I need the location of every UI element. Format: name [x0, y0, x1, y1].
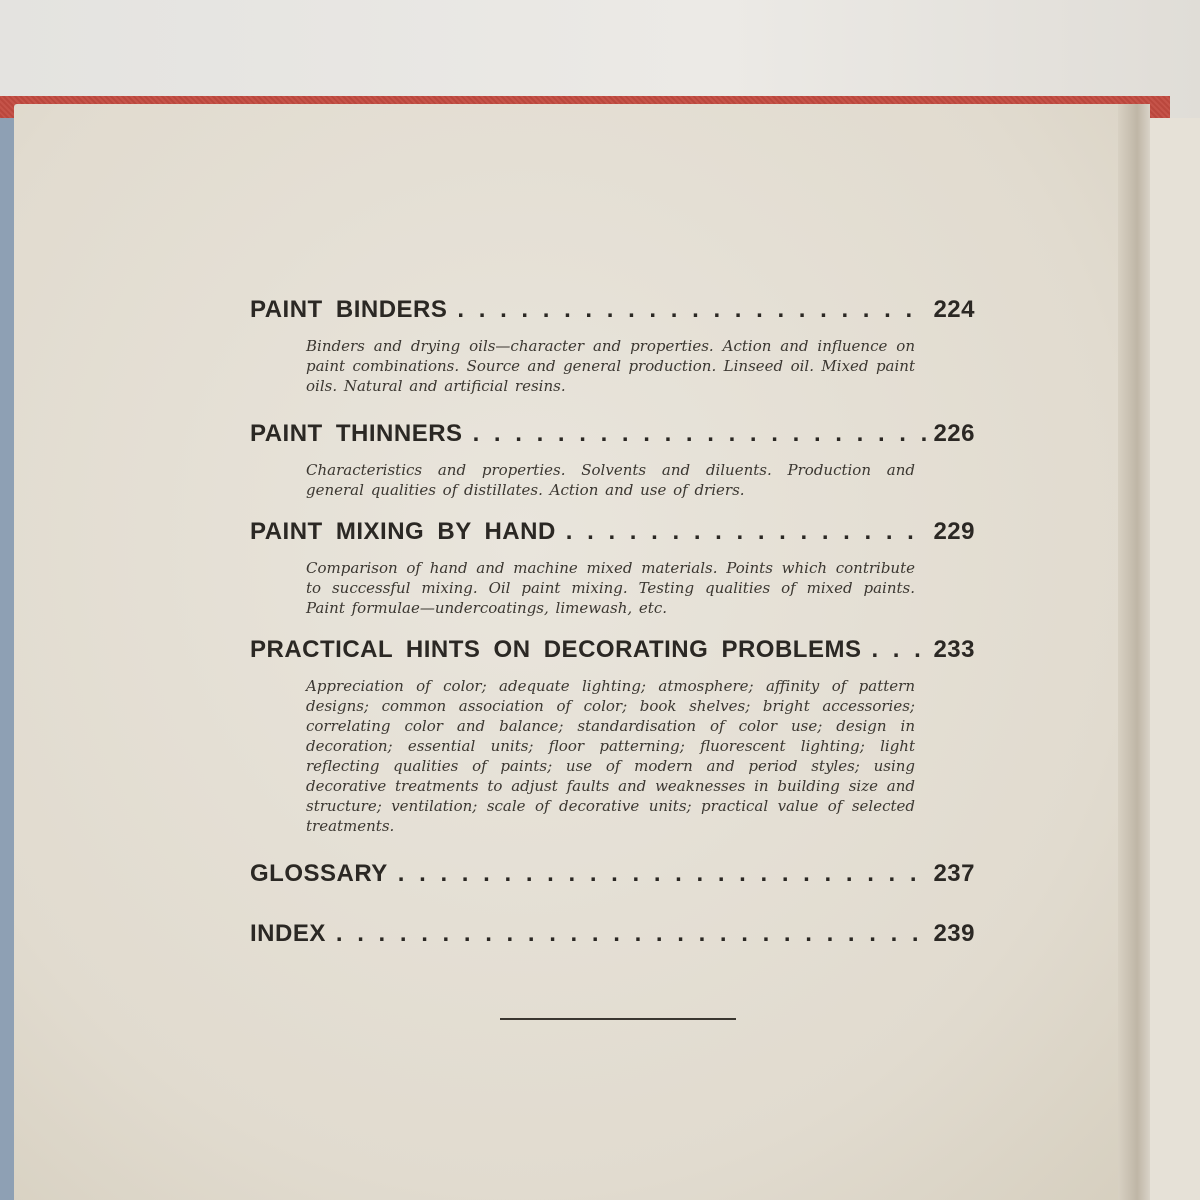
end-rule-divider [500, 1018, 736, 1020]
page-gutter [1118, 104, 1150, 1200]
dot-leader [336, 920, 928, 948]
toc-heading [250, 636, 975, 664]
toc-entry-practical-hints[interactable] [250, 636, 975, 836]
toc-entry-title: PAINT MIXING BY HAND [250, 518, 556, 545]
toc-page-number: 229 [933, 518, 975, 545]
dot-leader [457, 296, 927, 324]
toc-heading [250, 518, 975, 546]
dot-leader [566, 518, 928, 546]
toc-entry-description: Characteristics and properties. Solvents and diluents. Production and general qualities of distillates. Action and use of driers. [306, 461, 915, 499]
toc-page-number: 237 [933, 860, 975, 887]
facing-page-edge [1150, 118, 1200, 1200]
toc-entry-title: PRACTICAL HINTS ON DECORATING PROBLEMS [250, 636, 862, 663]
dot-leader [398, 860, 928, 888]
toc-entry-glossary[interactable] [250, 860, 975, 888]
toc-entry-title: INDEX [250, 920, 326, 947]
toc-entry-index[interactable] [250, 920, 975, 948]
toc-entry-description: Comparison of hand and machine mixed materials. Points which contribute to successful mixing. Oil paint mixing. Testing qualities of mixed paints. Paint formulae—undercoatings, limewash, etc. [306, 559, 915, 617]
toc-entry-title: PAINT THINNERS [250, 420, 463, 447]
toc-heading [250, 860, 975, 888]
toc-page-number: 239 [933, 920, 975, 947]
dot-leader [473, 420, 928, 448]
dot-leader [871, 636, 927, 664]
toc-entry-paint-thinners[interactable] [250, 420, 975, 500]
toc-entry-title: PAINT BINDERS [250, 296, 448, 323]
toc-heading [250, 296, 975, 324]
toc-entry-paint-binders[interactable] [250, 296, 975, 396]
toc-page-number: 224 [933, 296, 975, 323]
toc-page-number: 226 [933, 420, 975, 447]
toc-entry-description: Appreciation of color; adequate lighting; atmosphere; affinity of pattern designs; common association of color; book shelves; bright accessories; correlating color and balance; standardisation of color use; design in decoration; essential units; floor patterning; fluorescent lighting; light reflecting qualities of paints; use of modern and period styles; using decorative treatments to adjust faults and weaknesses in building size and structure; ventilation; scale of decorative units; practical value of selected treatments. [306, 677, 915, 835]
toc-entry-title: GLOSSARY [250, 860, 388, 887]
toc-page-number: 233 [933, 636, 975, 663]
toc-entry-paint-mixing[interactable] [250, 518, 975, 618]
toc-heading [250, 920, 975, 948]
toc-heading [250, 420, 975, 448]
toc-entry-description: Binders and drying oils—character and properties. Action and influence on paint combinations. Source and general production. Linseed oil. Mixed paint oils. Natural and artificial resins. [306, 337, 915, 395]
